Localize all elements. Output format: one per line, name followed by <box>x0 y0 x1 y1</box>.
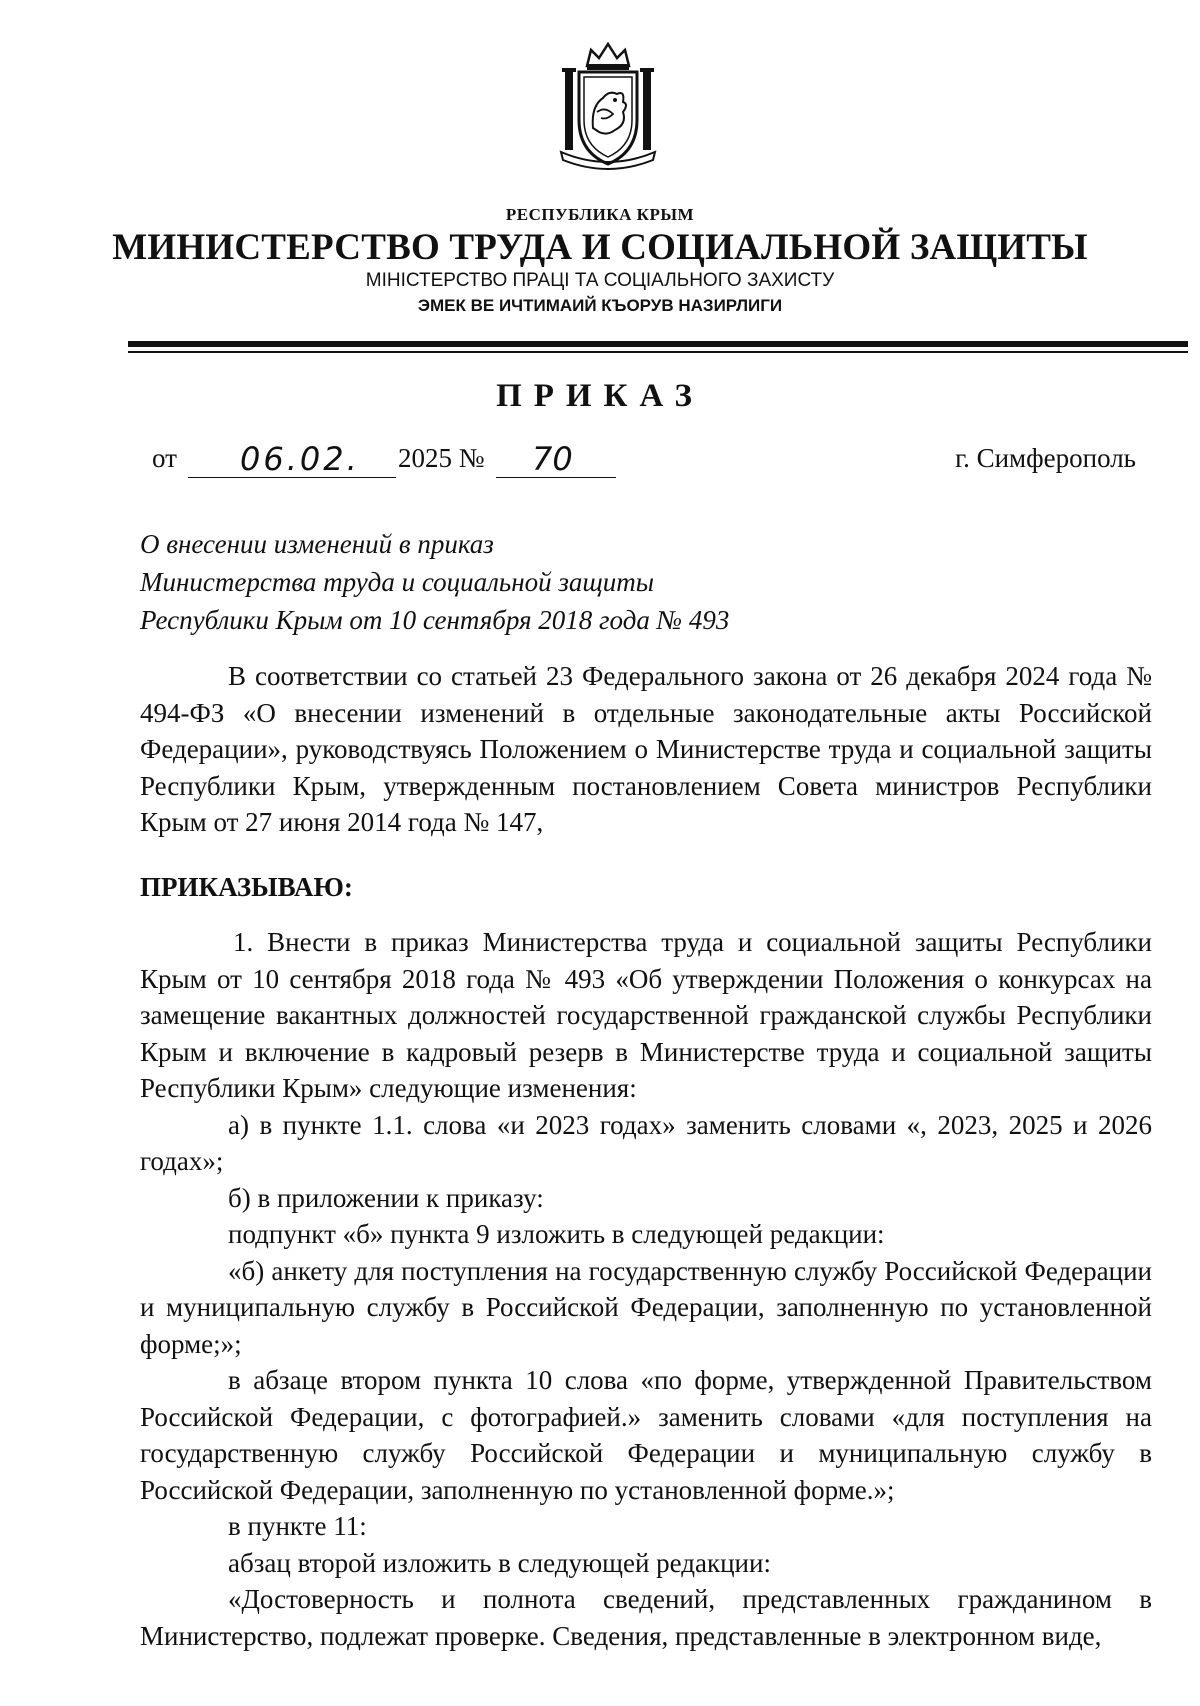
year-and-number-label: 2025 № <box>398 443 485 473</box>
ministry-name: МИНИСТЕРСТВО ТРУДА И СОЦИАЛЬНОЙ ЗАЩИТЫ <box>112 227 1088 268</box>
body-paragraph: подпункт «б» пункта 9 изложить в следующей редакции: <box>228 1219 885 1249</box>
body-paragraph: в пункте 11: <box>228 1511 367 1541</box>
body-paragraph: абзац второй изложить в следующей редакции: <box>228 1547 771 1578</box>
order-body <box>140 924 1152 1654</box>
republic-name: РЕСПУБЛИКА КРЫМ <box>505 205 695 224</box>
body-paragraph: а) в пункте 1.1. слова «и 2023 годах» заменить словами «, 2023, 2025 и 2026 годах»; <box>140 1109 1152 1176</box>
header-divider-thick <box>128 341 1188 347</box>
city-name: г. Симферополь <box>955 443 1136 473</box>
body-paragraph: «Достоверность и полнота сведений, представленных гражданином в Министерство, подлежат проверке. Сведения, представленные в электронном виде, <box>140 1584 1152 1651</box>
subject-line: Республики Крым от 10 сентября 2018 года № 493 <box>140 605 730 635</box>
body-paragraph: 1. Внести в приказ Министерства труда и социальной защиты Республики Крым от 10 сентября 2018 года № 493 «Об утверждении Положения о конкурсах на замещение вакантных должностей государственной гражданской службы Республики Крым и включение в кадровый резерв в Министерстве труда и социальной защиты Республики Крым» следующие изменения: <box>140 927 1152 1103</box>
ministry-name-ukrainian: МІНІСТЕРСТВО ПРАЦІ ТА СОЦІАЛЬНОГО ЗАХИСТУ <box>365 270 835 291</box>
handwritten-date: 06.02. <box>240 440 360 478</box>
date-from-label: от <box>152 443 177 473</box>
header-divider-thin <box>128 351 1188 353</box>
subject-line: Министерства труда и социальной защиты <box>140 567 655 597</box>
body-paragraph: б) в приложении к приказу: <box>228 1182 544 1213</box>
document-type-title: ПРИКАЗ <box>496 378 704 414</box>
subject-line: О внесении изменений в приказ <box>140 529 494 559</box>
crimea-coat-of-arms-icon <box>557 40 659 176</box>
handwritten-number: 70 <box>532 440 573 478</box>
order-subject <box>140 525 729 639</box>
body-paragraph: в абзаце втором пункта 10 слова «по форме, утвержденной Правительством Российской Федерации, с фотографией.» заменить словами «для поступления на государственную службу Российской Федерации и муниципальную службу в Российской Федерации, заполненную по установленной форме.»; <box>140 1365 1152 1505</box>
preamble-paragraph: В соответствии со статьей 23 Федерального закона от 26 декабря 2024 года № 494-ФЗ «О внесении изменений в отдельные законодательные акты Российской Федерации», руководствуясь Положением о Министерстве труда и социальной защиты Республики Крым, утвержденным постановлением Совета министров Республики Крым от 27 июня 2014 года № 147, <box>140 661 1152 837</box>
preamble-block <box>140 658 1152 841</box>
order-directive-word: ПРИКАЗЫВАЮ: <box>140 872 353 902</box>
ministry-name-crimean-tatar: ЭМЕК ВЕ ИЧТИМАИЙ КЪОРУВ НАЗИРЛИГИ <box>417 296 783 315</box>
body-paragraph: «б) анкету для поступления на государственную службу Российской Федерации и муниципальную службу в Российской Федерации, заполненную по установленной форме;»; <box>140 1255 1152 1359</box>
